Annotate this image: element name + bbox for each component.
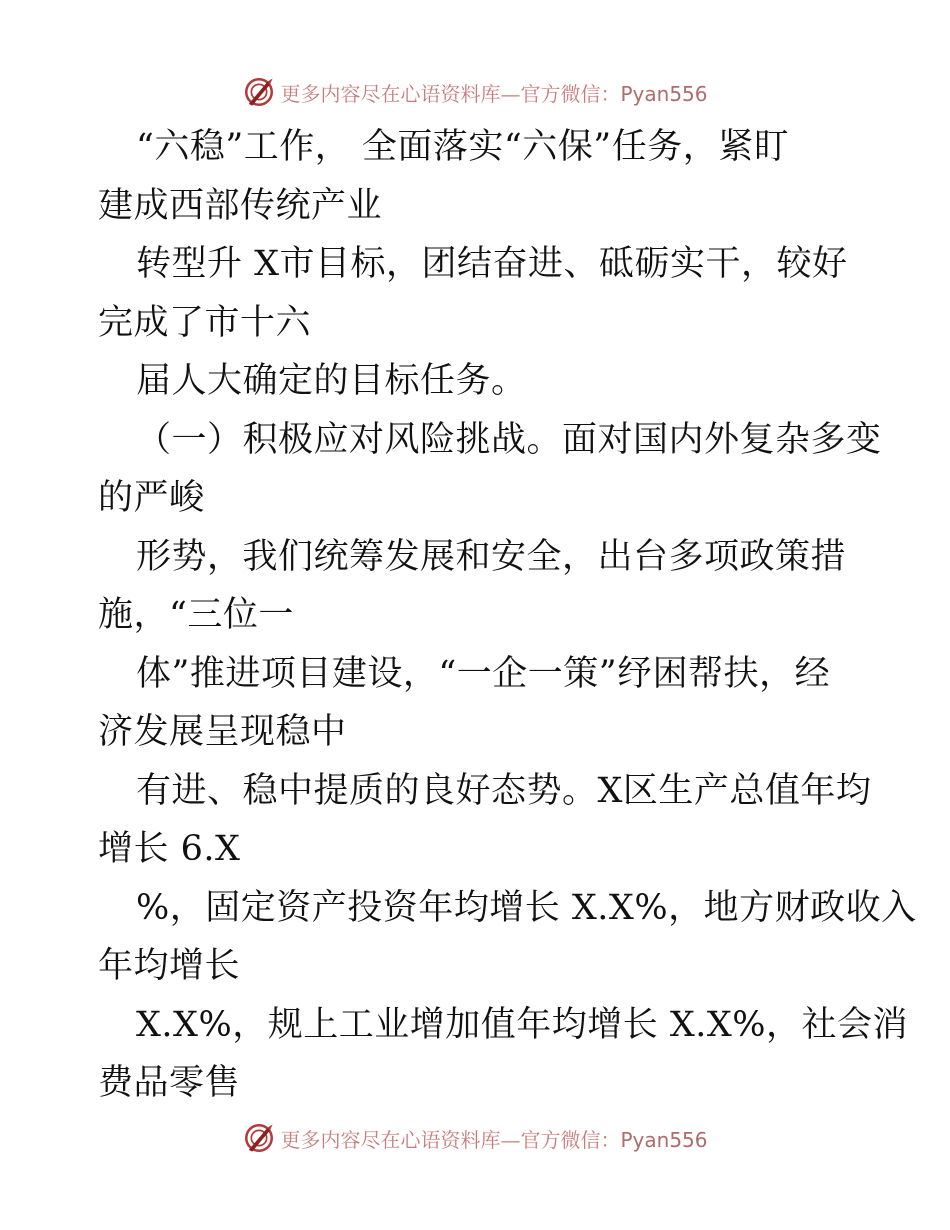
text-line: 济发展呈现稳中 bbox=[98, 712, 347, 752]
text-line: 形势，我们统筹发展和安全，出台多项政策措 bbox=[136, 536, 847, 577]
footer-banner bbox=[0, 1118, 950, 1158]
document-body bbox=[98, 118, 917, 1113]
text-line: 年均增长 bbox=[98, 946, 241, 986]
text-line: X.X%，规上工业增加值年均增长 X.X%，社会消 bbox=[136, 1004, 909, 1045]
banner-text: 更多内容尽在心语资料库—官方微信：Pyan556 bbox=[280, 1127, 708, 1152]
red-quill-seal-icon bbox=[242, 75, 276, 109]
text-line: “六稳”工作， 全面落实“六保”任务，紧盯 bbox=[136, 127, 790, 167]
header-banner bbox=[0, 72, 950, 112]
text-line: 建成西部传统产业 bbox=[98, 185, 383, 226]
red-quill-seal-icon bbox=[242, 1121, 276, 1155]
text-line: 届人大确定的目标任务。 bbox=[136, 361, 527, 401]
text-line: 增长 6.X bbox=[98, 829, 241, 869]
text-line: 的严峻 bbox=[98, 478, 205, 518]
text-line: 有进、稳中提质的良好态势。X区生产总值年均 bbox=[136, 770, 872, 811]
text-line: %，固定资产投资年均增长 X.X%，地方财政收入 bbox=[136, 887, 917, 928]
text-line: 转型升 X市目标，团结奋进、砥砺实干，较好 bbox=[136, 244, 848, 284]
text-line: 体”推进项目建设，“一企一策”纾困帮扶，经 bbox=[136, 653, 831, 694]
text-line: 施，“三位一 bbox=[98, 595, 294, 635]
text-line: （一）积极应对风险挑战。面对国内外复杂多变 bbox=[136, 419, 882, 460]
banner-text: 更多内容尽在心语资料库—官方微信：Pyan556 bbox=[280, 81, 708, 106]
text-line: 完成了市十六 bbox=[98, 302, 312, 343]
text-line: 费品零售 bbox=[98, 1063, 241, 1103]
